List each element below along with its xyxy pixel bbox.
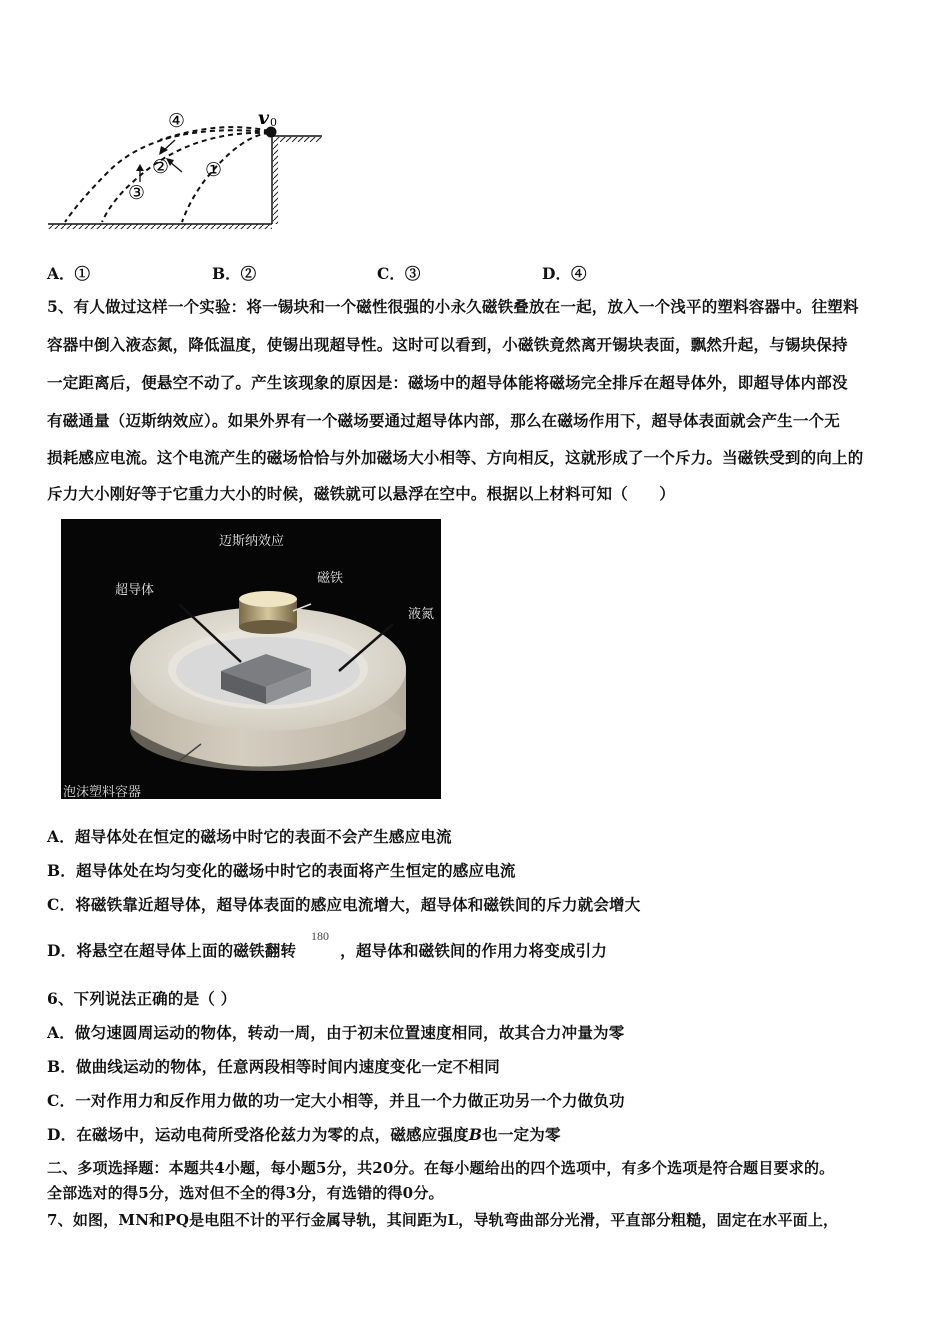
meissner-figure [61,519,441,799]
section2-line-2: 全部选对的得5分，选对但不全的得3分，有选错的得0分。 [47,1184,444,1202]
q5-line-4: 有磁通量（迈斯纳效应）。如果外界有一个磁场要通过超导体内部，那么在磁场作用下，超导体表面就会产生一个无 [47,411,840,430]
section2-line-1: 二、多项选择题：本题共4小题，每小题5分，共20分。在每小题给出的四个选项中，有多个选项是符合题目要求的。 [47,1159,835,1177]
fig-label-magnet: 磁铁 [317,571,344,586]
q4-option-c: C．③ [377,264,421,283]
fig-label-container: 泡沫塑料容器 [63,785,142,799]
q6-option-d: D．在磁场中，运动电荷所受洛伦兹力为零的点，磁感应强度B也一定为零 [47,1125,561,1144]
q4-option-d: D．④ [542,264,587,283]
label-1: ① [205,159,223,181]
q5-option-d: D．将悬空在超导体上面的磁铁翻转 ，超导体和磁铁间的作用力将变成引力 [47,941,608,960]
q5-option-b: B．超导体处在均匀变化的磁场中时它的表面将产生恒定的感应电流 [47,861,516,880]
fig-title: 迈斯纳效应 [219,534,285,549]
projectile-figure [40,100,340,240]
q5-line-6: 斥力大小刚好等于它重力大小的时候，磁铁就可以悬浮在空中。根据以上材料可知（ ） [47,484,676,503]
q6-option-b: B．做曲线运动的物体，任意两段相等时间内速度变化一定不相同 [47,1057,500,1076]
label-2: ② [152,156,170,178]
label-4: ④ [168,110,186,132]
fig-label-liquid-n: 液氮 [408,607,435,622]
rotation-degrees: 180 [311,929,329,943]
path-1 [182,133,269,222]
q5-line-3: 一定距离后，便悬空不动了。产生该现象的原因是：磁场中的超导体能将磁场完全排斥在超导体外，即超导体内部没 [47,373,848,392]
fig-label-superconductor: 超导体 [115,583,155,598]
v0-sub: 0 [270,116,277,129]
q5-line-1: 5、有人做过这样一个实验：将一锡块和一个磁性很强的小永久磁铁叠放在一起，放入一个浅平的塑料容器中。往塑料 [47,297,859,316]
q6-option-c: C．一对作用力和反作用力做的功一定大小相等，并且一个力做正功另一个力做负功 [47,1091,625,1110]
q6-stem: 6、下列说法正确的是（ ） [47,989,237,1008]
q5-line-2: 容器中倒入液态氮，降低温度，使锡出现超导性。这时可以看到，小磁铁竟然离开锡块表面，飘然升起，与锡块保持 [47,335,848,354]
label-3: ③ [128,182,146,204]
q7-line-1: 7、如图，MN和PQ是电阻不计的平行金属导轨，其间距为L，导轨弯曲部分光滑，平直部分粗糙，固定在水平面上， [47,1211,839,1229]
q5-line-5: 损耗感应电流。这个电流产生的磁场恰恰与外加磁场大小相等、方向相反，这就形成了一个斥力。当磁铁受到的向上的 [47,448,864,467]
q4-option-a: A．① [47,264,91,283]
q5-option-a: A．超导体处在恒定的磁场中时它的表面不会产生感应电流 [47,827,452,846]
q6-option-a: A．做匀速圆周运动的物体，转动一周，由于初末位置速度相同，故其合力冲量为零 [47,1023,625,1042]
path-2 [102,133,269,222]
q5-option-c: C．将磁铁靠近超导体，超导体表面的感应电流增大，超导体和磁铁间的斥力就会增大 [47,895,641,914]
q4-option-b: B．② [212,264,257,283]
v0-label: v [258,107,270,129]
